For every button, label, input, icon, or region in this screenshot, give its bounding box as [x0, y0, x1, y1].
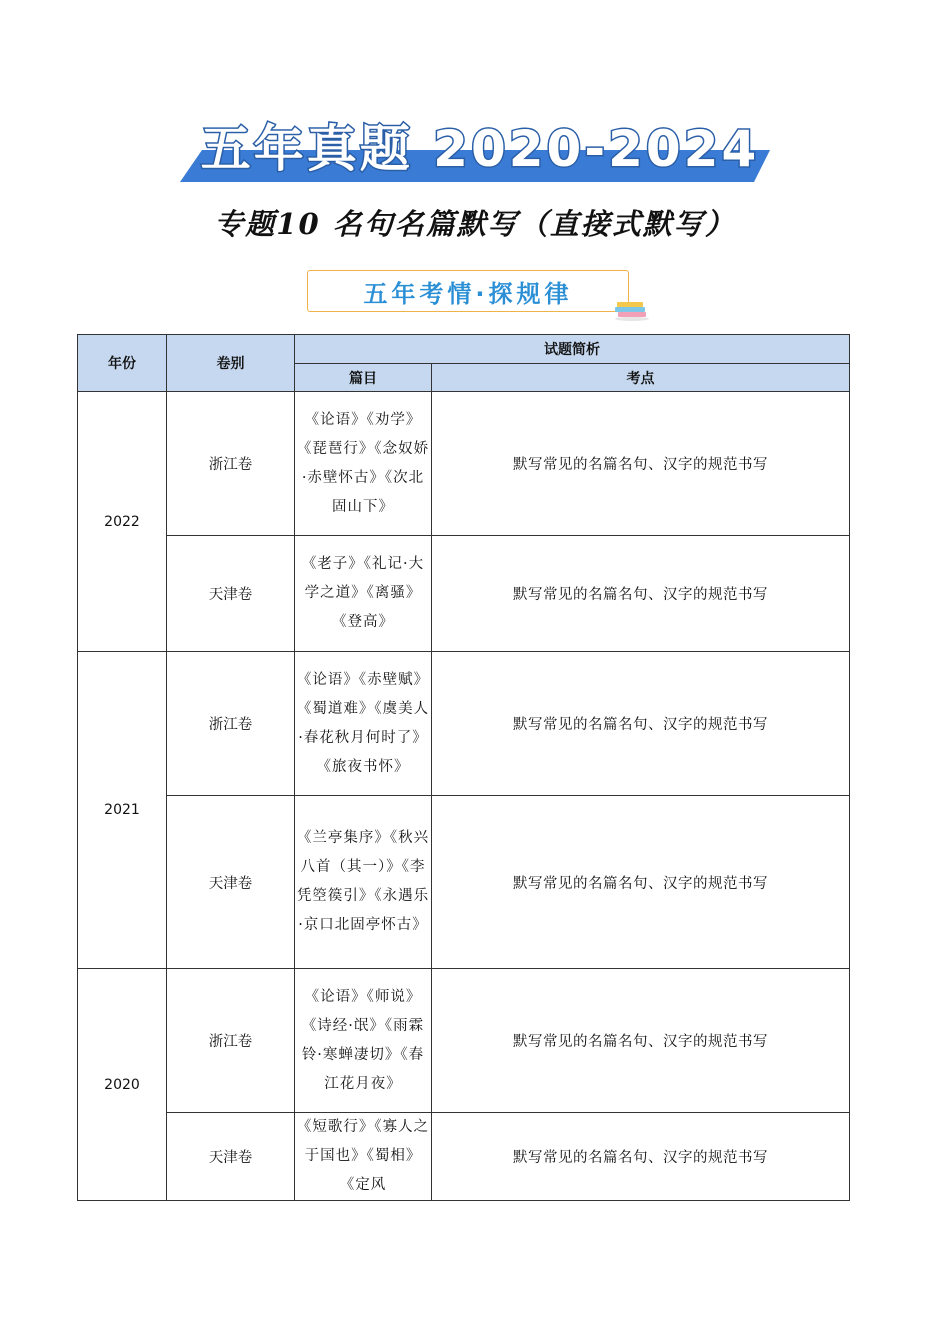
section-label: 五年考情·探规律 [363, 279, 573, 308]
banner-title: 五年真题 2020-2024 [200, 120, 760, 178]
table-row [78, 652, 850, 796]
header-paper: 卷别 [167, 335, 295, 392]
header-point: 考点 [432, 364, 850, 392]
works-cell: 《兰亭集序》《秋兴八首（其一）》《李凭箜篌引》《永遇乐·京口北固亭怀古》 [295, 796, 432, 969]
section-label-box [307, 270, 629, 312]
header-works: 篇目 [295, 364, 432, 392]
point-cell: 默写常见的名篇名句、汉字的规范书写 [432, 536, 850, 652]
year-cell: 2020 [78, 969, 167, 1201]
table-row [78, 536, 850, 652]
table-row [78, 969, 850, 1113]
books-icon [614, 296, 650, 322]
year-cell: 2021 [78, 652, 167, 969]
paper-cell: 浙江卷 [167, 652, 295, 796]
paper-cell: 天津卷 [167, 796, 295, 969]
paper-cell: 浙江卷 [167, 969, 295, 1113]
table-row [78, 1113, 850, 1201]
works-cell: 《老子》《礼记·大学之道》《离骚》《登高》 [295, 536, 432, 652]
point-cell: 默写常见的名篇名句、汉字的规范书写 [432, 392, 850, 536]
year-cell: 2022 [78, 392, 167, 652]
works-cell: 《论语》《劝学》《琵琶行》《念奴娇·赤壁怀古》《次北固山下》 [295, 392, 432, 536]
page-title: 专题10 名句名篇默写（直接式默写） [214, 207, 736, 241]
point-cell: 默写常见的名篇名句、汉字的规范书写 [432, 796, 850, 969]
point-cell: 默写常见的名篇名句、汉字的规范书写 [432, 1113, 850, 1201]
header-summary: 试题简析 [295, 335, 850, 364]
point-cell: 默写常见的名篇名句、汉字的规范书写 [432, 969, 850, 1113]
works-cell: 《论语》《赤壁赋》《蜀道难》《虞美人·春花秋月何时了》《旅夜书怀》 [295, 652, 432, 796]
works-cell: 《短歌行》《寡人之于国也》《蜀相》《定风 [295, 1113, 432, 1201]
paper-cell: 浙江卷 [167, 392, 295, 536]
table-row [78, 392, 850, 536]
exam-table [77, 334, 850, 1201]
paper-cell: 天津卷 [167, 1113, 295, 1201]
header-year: 年份 [78, 335, 167, 392]
point-cell: 默写常见的名篇名句、汉字的规范书写 [432, 652, 850, 796]
title-banner [180, 118, 770, 184]
paper-cell: 天津卷 [167, 536, 295, 652]
table-row [78, 796, 850, 969]
works-cell: 《论语》《师说》《诗经·氓》《雨霖铃·寒蝉凄切》《春江花月夜》 [295, 969, 432, 1113]
